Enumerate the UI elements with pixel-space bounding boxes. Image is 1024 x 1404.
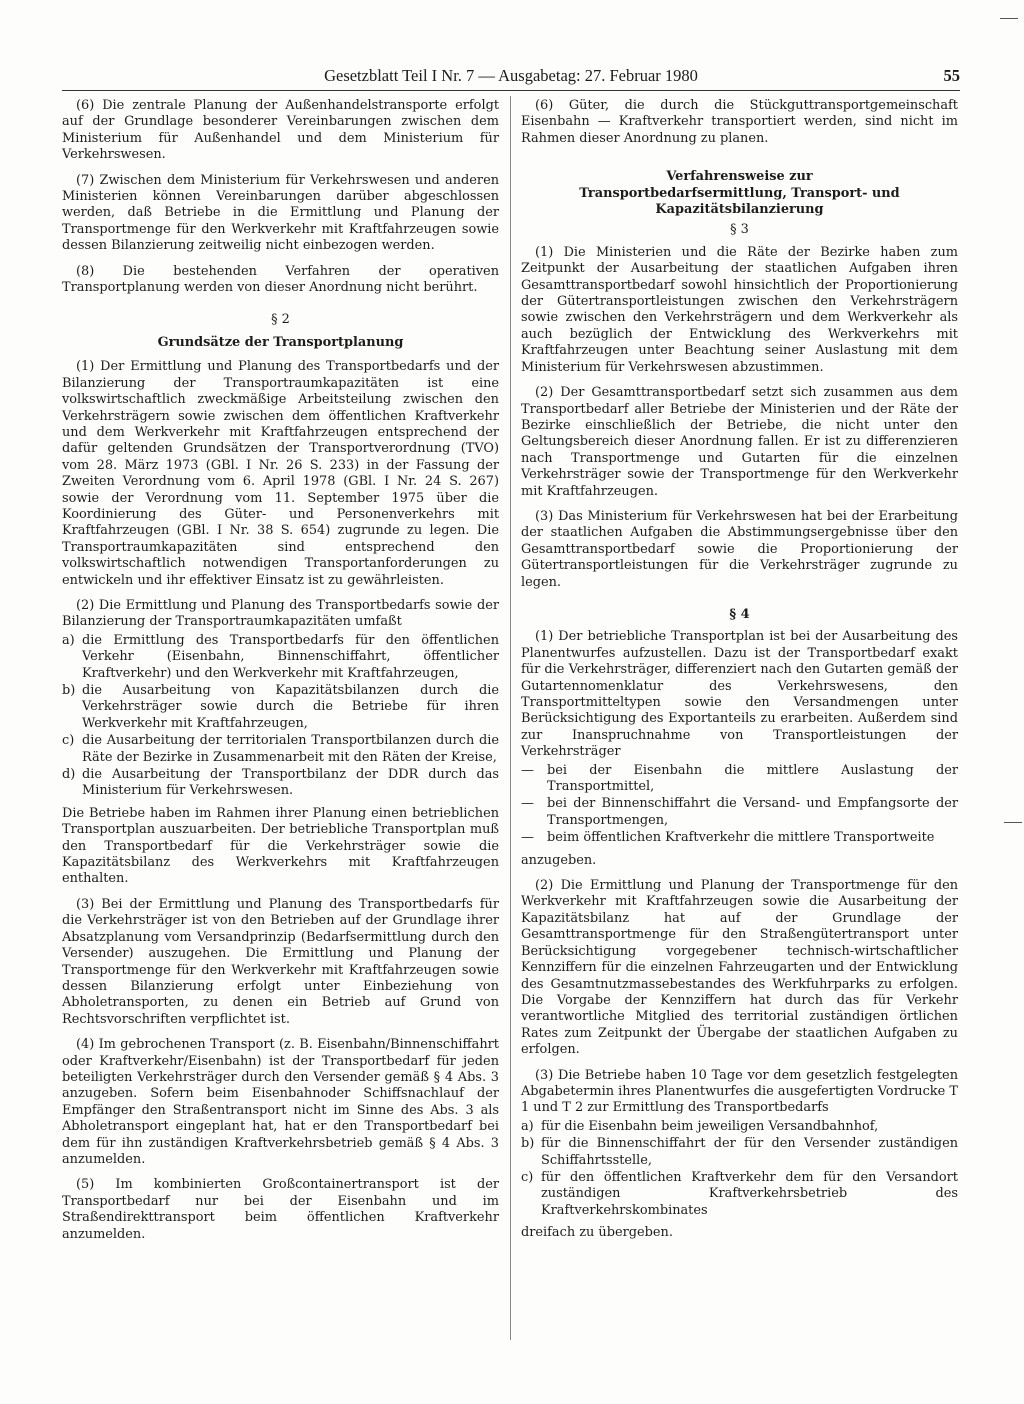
list-text: die Ausarbeitung der Transportbilanz der DDR durch das Ministerium für Verkehrswesen. [82, 767, 499, 799]
paragraph: Die Betriebe haben im Rahmen ihrer Planung einen betrieblichen Transportplan auszuarbeiten. Der betriebliche Transportplan muß den Transportbedarf für die Verkehrsträger sowie die Kapazitätsbilanz des Werkverkehrs mit Kraftfahrzeugen enthalten. [62, 805, 499, 887]
paragraph: (1) Der Ermittlung und Planung des Transportbedarfs und der Bilanzierung der Transportraumkapazitäten ist eine volkswirtschaftlich zweckmäßige Arbeitsteilung zwischen den Verkehrsträgern sowie zwischen dem öffentlichen Kraftverkehr und dem Werkverkehr mit Kraftfahrzeugen entsprechend der dafür geltenden Grundsätzen der Transportverordnung (TVO) vom 28. März 1973 (GBl. I Nr. 26 S. 233) in der Fassung der Zweiten Verordnung vom 6. April 1978 (GBl. I Nr. 24 S. 267) sowie der Verordnung vom 11. September 1975 über die Koordinierung des Güter- und Personenverkehrs mit Kraftfahrzeugen (GBl. I Nr. 38 S. 654) zugrunde zu legen. Die Transportraumkapazitäten sind entsprechend den volkswirtschaftlich notwendigen Transportanforderungen zu entwickeln und ihr effektiver Einsatz ist zu gewährleisten. [62, 359, 499, 588]
section-number: § 3 [730, 222, 749, 238]
paragraph: (2) Der Gesamttransportbedarf setzt sich zusammen aus dem Transportbedarf aller Betriebe der Ministerien und der Räte der Bezirke einschließlich der Betriebe, die nicht unter den Geltungsbereich dieser Anordnung fallen. Er ist zu differenzieren nach Transportmenge und Gutarten für die einzelnen Verkehrsträger sowie der Transportmenge für den Werkverkehr mit Kraftfahrzeugen. [521, 385, 958, 499]
list-marker: — [521, 762, 534, 778]
paragraph: (8) Die bestehenden Verfahren der operativen Transportplanung werden von dieser Anordnung nicht berührt. [62, 263, 499, 296]
paragraph: (1) Die Ministerien und die Räte der Bezirke haben zum Zeitpunkt der Ausarbeitung der staatlichen Aufgaben ihren Gesamttransportbedarf sowohl hinsichtlich der Proportionierung der Gütertransportleistungen zwischen den Verkehrsträgern sowie zwischen den Verkehrsträgern und dem Werkverkehr als auch bezüglich der Entwicklung des Werkverkehrs mit Kraftfahrzeugen unter Beachtung seiner Auslastung mit dem Ministerium für Verkehrswesen abzustimmen. [521, 244, 958, 375]
dash-list [521, 763, 958, 847]
paragraph: (7) Zwischen dem Ministerium für Verkehrswesen und anderen Ministerien können Vereinbarungen darüber abgeschlossen werden, daß Betriebe in die Ermittlung und Planung der Transportmenge für den Werkverkehr mit Kraftfahrzeugen sowie dessen Bilanzierung zeitweilig nicht einbezogen werden. [62, 172, 499, 254]
list-item [62, 683, 499, 732]
page-number: 55 [943, 66, 960, 85]
column-divider [510, 96, 511, 1340]
list-text: die Ausarbeitung der territorialen Transportbilanzen durch die Räte der Bezirke in Zusammenarbeit mit den Räten der Kreise, [82, 733, 499, 765]
list-item [62, 733, 499, 766]
scan-mark [1000, 18, 1018, 19]
list-item [521, 796, 958, 829]
list-marker: — [521, 830, 534, 846]
paragraph: (2) Die Ermittlung und Planung der Transportmenge für den Werkverkehr mit Kraftfahrzeugen sowie die Ausarbeitung der Kapazitätsbilanz hat auf der Grundlage der Gesamttransportmenge für den Straßengütertransport unter Berücksichtigung vorgegebener technisch-wirtschaftlicher Kennziffern für die einzelnen Fahrzeugarten und der Entwicklung des Gesamtnutzmassebestandes des Werkfuhrparks zu erfolgen. Die Vorgabe der Kennziffern hat durch das für Verkehr verantwortliche Mitglied des territorial zuständigen örtlichen Rates zum Zeitpunkt der Übergabe der staatlichen Aufgaben zu erfolgen. [521, 878, 958, 1058]
list-item [521, 1119, 958, 1135]
paragraph: (5) Im kombinierten Großcontainertransport ist der Transportbedarf nur bei der Eisenbahn und im Straßendirekttransport beim öffentlichen Kraftverkehr anzumelden. [62, 1177, 499, 1242]
paragraph: (2) Die Ermittlung und Planung des Transportbedarfs sowie der Bilanzierung der Transportraumkapazitäten umfaßt [62, 597, 499, 630]
paragraph: (6) Güter, die durch die Stückguttransportgemeinschaft Eisenbahn — Kraftverkehr transportiert werden, sind nicht im Rahmen dieser Anordnung zu planen. [521, 98, 958, 146]
paragraph: (3) Bei der Ermittlung und Planung des Transportbedarfs für die Verkehrsträger ist von den Betrieben auf der Grundlage ihrer Absatzplanung vom Versandprinzip (Bedarfsermittlung durch den Versender) auszugehen. Die Ermittlung und Planung der Transportmenge für den Werkverkehr mit Kraftfahrzeugen sowie dessen Bilanzierung erfolgt unter Einbeziehung von Abholetransporten, zu denen ein Betrieb auf Grund von Rechtsvorschriften verpflichtet ist. [62, 896, 499, 1027]
list-item [521, 1136, 958, 1169]
paragraph: dreifach zu übergeben. [521, 1225, 673, 1241]
list-text: beim öffentlichen Kraftverkehr die mittlere Transportweite [547, 830, 935, 846]
chapter-heading: Verfahrensweise zur Transportbedarfsermittlung, Transport- und Kapazitätsbilanzierung [579, 169, 900, 218]
left-column [62, 98, 499, 1252]
journal-title: Gesetzblatt Teil I Nr. 7 — Ausgabetag: 27. Februar 1980 [324, 66, 698, 85]
list-text: für den öffentlichen Kraftverkehr dem für den Versandort zuständigen Kraftverkehrsbetrieb des Kraftverkehrskombinates [541, 1169, 958, 1218]
paragraph: (1) Der betriebliche Transportplan ist bei der Ausarbeitung des Planentwurfes aufzustellen. Dazu ist der Transportbedarf exakt für die Verkehrsträger, differenziert nach den Gutarten gemäß der Gutartennomenklatur des Verkehrswesens, den Transportmitteltypen sowie den Versandmengen unter Berücksichtigung des Exportanteils zu erarbeiten. Außerdem sind zur Inanspruchnahme von Transportleistungen der Verkehrsträger [521, 629, 958, 760]
enumerated-list [521, 1119, 958, 1219]
section-heading: Grundsätze der Transportplanung [157, 334, 404, 350]
paragraph: (3) Das Ministerium für Verkehrswesen hat bei der Erarbeitung der staatlichen Aufgaben die Abstimmungsergebnisse über den Gesamttransportbedarf sowie die Proportionierung der Gütertransportleistungen für die Verkehrsträger zugrunde zu legen. [521, 508, 958, 590]
list-item [521, 830, 958, 846]
paragraph: anzugeben. [521, 852, 597, 868]
list-marker: a) [521, 1118, 534, 1134]
list-text: bei der Eisenbahn die mittlere Auslastung der Transportmittel, [547, 762, 958, 795]
list-item [62, 633, 499, 682]
enumerated-list [62, 633, 499, 800]
list-item [521, 763, 958, 796]
list-marker: c) [521, 1169, 534, 1185]
list-item [521, 1170, 958, 1219]
section-number: § 4 [729, 606, 750, 622]
page-header [62, 64, 960, 91]
section-number: § 2 [271, 312, 290, 328]
list-marker: a) [62, 632, 75, 648]
scan-mark [1004, 822, 1022, 823]
paragraph: (3) Die Betriebe haben 10 Tage vor dem gesetzlich festgelegten Abgabetermin ihres Planentwurfes die ausgefertigten Vordrucke T 1 und T 2 zur Ermittlung des Transportbedarfs [521, 1067, 958, 1116]
list-text: für die Eisenbahn beim jeweiligen Versandbahnhof, [541, 1118, 879, 1134]
list-marker: b) [521, 1136, 535, 1152]
list-text: die Ausarbeitung von Kapazitätsbilanzen durch die Verkehrsträger sowie durch die Betriebe für ihren Werkverkehr mit Kraftfahrzeugen, [82, 683, 499, 731]
list-marker: d) [62, 767, 76, 783]
list-text: bei der Binnenschiffahrt die Versand- und Empfangsorte der Transportmengen, [547, 796, 958, 828]
paragraph: (6) Die zentrale Planung der Außenhandelstransporte erfolgt auf der Grundlage besonderer Vereinbarungen zwischen dem Ministerium für Außenhandel und dem Ministerium für Verkehrswesen. [62, 98, 499, 163]
list-text: die Ermittlung des Transportbedarfs für den öffentlichen Verkehr (Eisenbahn, Binnenschiffahrt, öffentlicher Kraftverkehr) und den Werkverkehr mit Kraftfahrzeugen, [82, 632, 499, 681]
paragraph: (4) Im gebrochenen Transport (z. B. Eisenbahn/Binnenschiffahrt oder Kraftverkehr/Eisenbahn) ist der Transportbedarf für jeden beteiligten Verkehrsträger durch den Versender gemäß § 4 Abs. 3 anzugeben. Sofern beim Eisenbahnoder Schiffsnachlauf der Empfänger den Straßentransport nicht im Sinne des Abs. 3 als Abholetransport eingeplant hat, hat er den Transportbedarf bei dem für ihn zuständigen Kraftverkehrsbetrieb gemäß § 4 Abs. 3 anzumelden. [62, 1037, 499, 1167]
list-marker: c) [62, 733, 75, 749]
list-marker: b) [62, 683, 76, 698]
list-text: für die Binnenschiffahrt der für den Versender zuständigen Schiffahrtsstelle, [541, 1136, 958, 1168]
list-item [62, 767, 499, 800]
list-marker: — [521, 796, 534, 812]
right-column [521, 98, 958, 1251]
